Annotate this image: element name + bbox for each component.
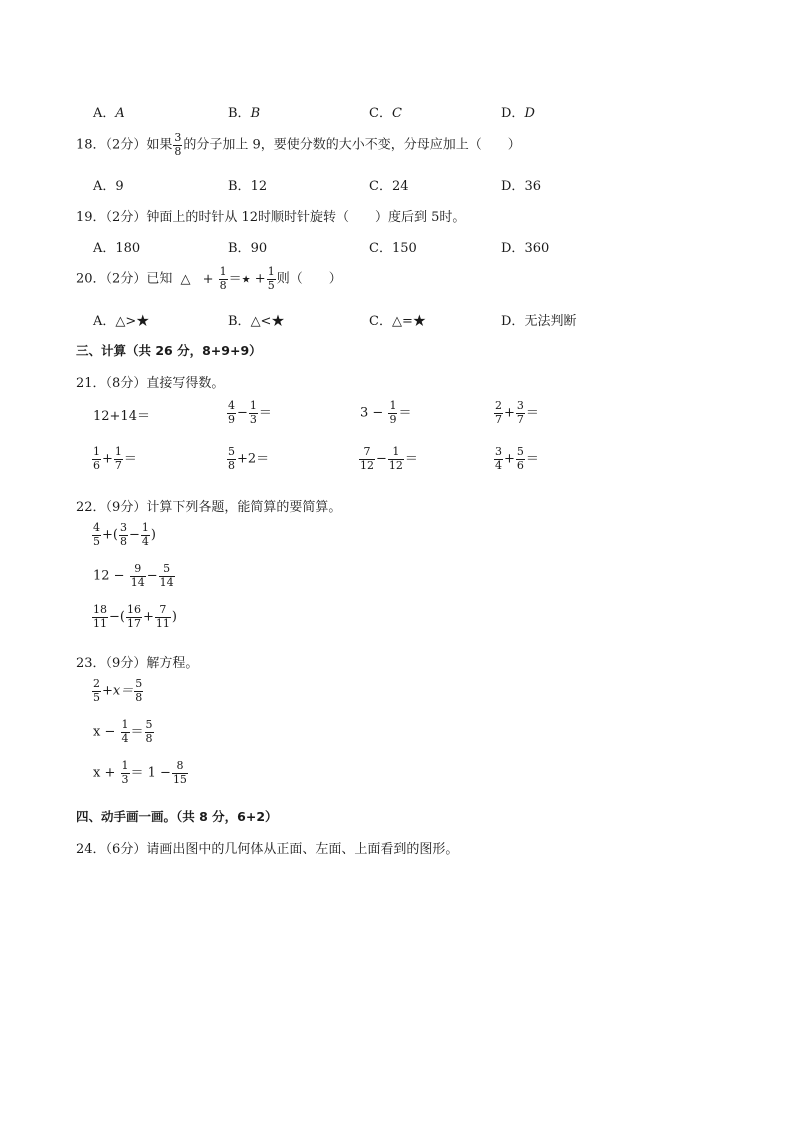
q18-option-d: D．36 xyxy=(501,179,541,194)
question-20: 20．（2分）已知 △ + $\frac{1}{8}$ ＝★ + $\frac{1}{5}$ 则（ ） xyxy=(76,265,342,292)
q23-equation-1: $\frac{2}{5}$ +x＝ $\frac{5}{8}$ xyxy=(93,677,143,704)
fraction: $\frac{3}{8}$ xyxy=(174,131,182,158)
q19-option-d: D．360 xyxy=(501,241,550,256)
q20-option-d: D．无法判断 xyxy=(501,314,577,329)
q20-option-c: C．△=★ xyxy=(369,314,426,329)
q22-expression-2: 12 − $\frac{9}{14}$ − $\frac{5}{14}$ xyxy=(93,562,174,589)
question-23: 23．（9分）解方程。 xyxy=(76,656,199,671)
fraction: $\frac{1}{5}$ xyxy=(267,265,275,292)
q19-option-b: B．90 xyxy=(228,241,268,256)
q20-option-b: B．△<★ xyxy=(228,314,285,329)
q23-equation-2: x − $\frac{1}{4}$ ＝ $\frac{5}{8}$ xyxy=(93,718,153,745)
fraction: $\frac{1}{8}$ xyxy=(219,265,227,292)
q21-item-1: 12+14＝ xyxy=(93,409,150,424)
q20-option-a: A．△>★ xyxy=(93,314,150,329)
q21-item-7: $\frac{7}{12}$ − $\frac{1}{12}$ ＝ xyxy=(360,445,418,472)
q17-option-d: D．D xyxy=(501,106,535,121)
q19-option-a: A．180 xyxy=(93,241,141,256)
question-22: 22．（9分）计算下列各题，能简算的要简算。 xyxy=(76,500,342,515)
q19-option-c: C．150 xyxy=(369,241,417,256)
q17-option-a: A．A xyxy=(93,106,125,121)
q21-item-2: $\frac{4}{9}$ − $\frac{1}{3}$ ＝ xyxy=(228,399,272,426)
q22-expression-3: $\frac{18}{11}$ −( $\frac{16}{17}$ + $\frac{7}{11}$ ) xyxy=(93,603,177,630)
question-24: 24．（6分）请画出图中的几何体从正面、左面、上面看到的图形。 xyxy=(76,842,459,857)
q21-item-8: $\frac{3}{4}$ + $\frac{5}{6}$ ＝ xyxy=(495,445,539,472)
triangle-symbol: △ xyxy=(180,271,191,287)
q18-option-a: A．9 xyxy=(93,179,124,194)
star-symbol: ★ xyxy=(241,274,251,286)
q21-item-6: $\frac{5}{8}$ +2＝ xyxy=(228,445,270,472)
q17-option-c: C．C xyxy=(369,106,402,121)
q21-item-5: $\frac{1}{6}$ + $\frac{1}{7}$ ＝ xyxy=(93,445,137,472)
q18-option-b: B．12 xyxy=(228,179,268,194)
q22-expression-1: $\frac{4}{5}$ +( $\frac{3}{8}$ − $\frac{1}{4}$ ) xyxy=(93,521,156,548)
q21-item-4: $\frac{2}{7}$ + $\frac{3}{7}$ ＝ xyxy=(495,399,539,426)
section-4-heading: 四、动手画一画。（共 8 分，6+2） xyxy=(76,809,278,824)
section-3-heading: 三、计算（共 26 分，8+9+9） xyxy=(76,343,262,358)
q21-item-3: 3 − $\frac{1}{9}$ ＝ xyxy=(360,399,412,426)
question-21: 21．（8分）直接写得数。 xyxy=(76,376,225,391)
q23-equation-3: x + $\frac{1}{3}$ ＝ 1 − $\frac{8}{15}$ xyxy=(93,759,187,786)
question-18: 18．（2分）如果 $\frac{3}{8}$ 的分子加上 9，要使分数的大小不变，分母应加上（ ） xyxy=(76,131,521,158)
question-19: 19．（2分）钟面上的时针从 12时顺时针旋转（ ）度后到 5时。 xyxy=(76,210,466,225)
q18-option-c: C．24 xyxy=(369,179,409,194)
q17-option-b: B．B xyxy=(228,106,261,121)
